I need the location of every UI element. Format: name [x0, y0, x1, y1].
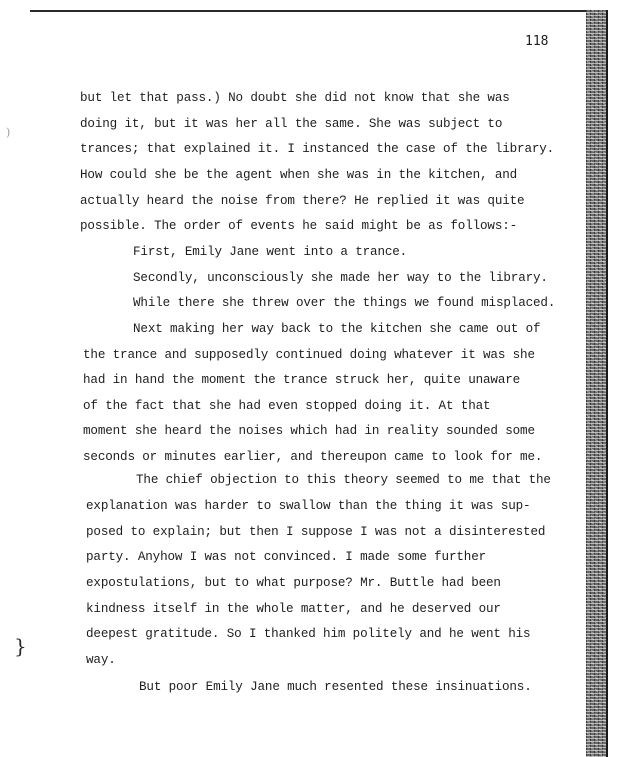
text-line-4: How could she be the agent when she was in the kitchen, and: [80, 168, 518, 182]
text-line-11: the trance and supposedly continued doing whatever it was she: [83, 348, 535, 362]
margin-mark-top: ): [6, 126, 11, 139]
text-line-14: moment she heard the noises which had in reality sounded some: [83, 424, 535, 438]
text-line-16: The chief objection to this theory seemed to me that the: [136, 473, 551, 487]
text-line-1: but let that pass.) No doubt she did not know that she was: [80, 91, 510, 105]
text-line-8: Secondly, unconsciously she made her way to the library.: [133, 271, 548, 285]
text-line-21: kindness itself in the whole matter, and he deserved our: [86, 602, 501, 616]
text-line-6: possible. The order of events he said might be as follows:-: [80, 219, 518, 233]
text-line-13: of the fact that she had even stopped doing it. At that: [83, 399, 491, 413]
text-line-19: party. Anyhow I was not convinced. I made some further: [86, 550, 487, 564]
top-edge-rule: [30, 10, 588, 12]
text-line-23: way.: [86, 653, 116, 667]
text-line-18: posed to explain; but then I suppose I was not a disinterested: [86, 525, 546, 539]
margin-bracket-mark: }: [14, 634, 27, 658]
text-line-20: expostulations, but to what purpose? Mr. Buttle had been: [86, 576, 501, 590]
text-line-3: trances; that explained it. I instanced the case of the library.: [80, 142, 555, 156]
text-line-22: deepest gratitude. So I thanked him politely and he went his: [86, 627, 531, 641]
scan-edge-strip: [586, 10, 608, 757]
page-number: 118: [525, 34, 549, 49]
text-line-17: explanation was harder to swallow than the thing it was sup-: [86, 499, 531, 513]
text-line-10: Next making her way back to the kitchen she came out of: [133, 322, 541, 336]
text-line-24: But poor Emily Jane much resented these insinuations.: [139, 680, 532, 694]
text-line-12: had in hand the moment the trance struck her, quite unaware: [83, 373, 521, 387]
text-line-9: While there she threw over the things we found misplaced.: [133, 296, 556, 310]
text-line-15: seconds or minutes earlier, and thereupon came to look for me.: [83, 450, 543, 464]
text-line-5: actually heard the noise from there? He replied it was quite: [80, 194, 525, 208]
text-line-7: First, Emily Jane went into a trance.: [133, 245, 408, 259]
text-line-2: doing it, but it was her all the same. She was subject to: [80, 117, 503, 131]
scan-edge-line: [606, 10, 608, 757]
